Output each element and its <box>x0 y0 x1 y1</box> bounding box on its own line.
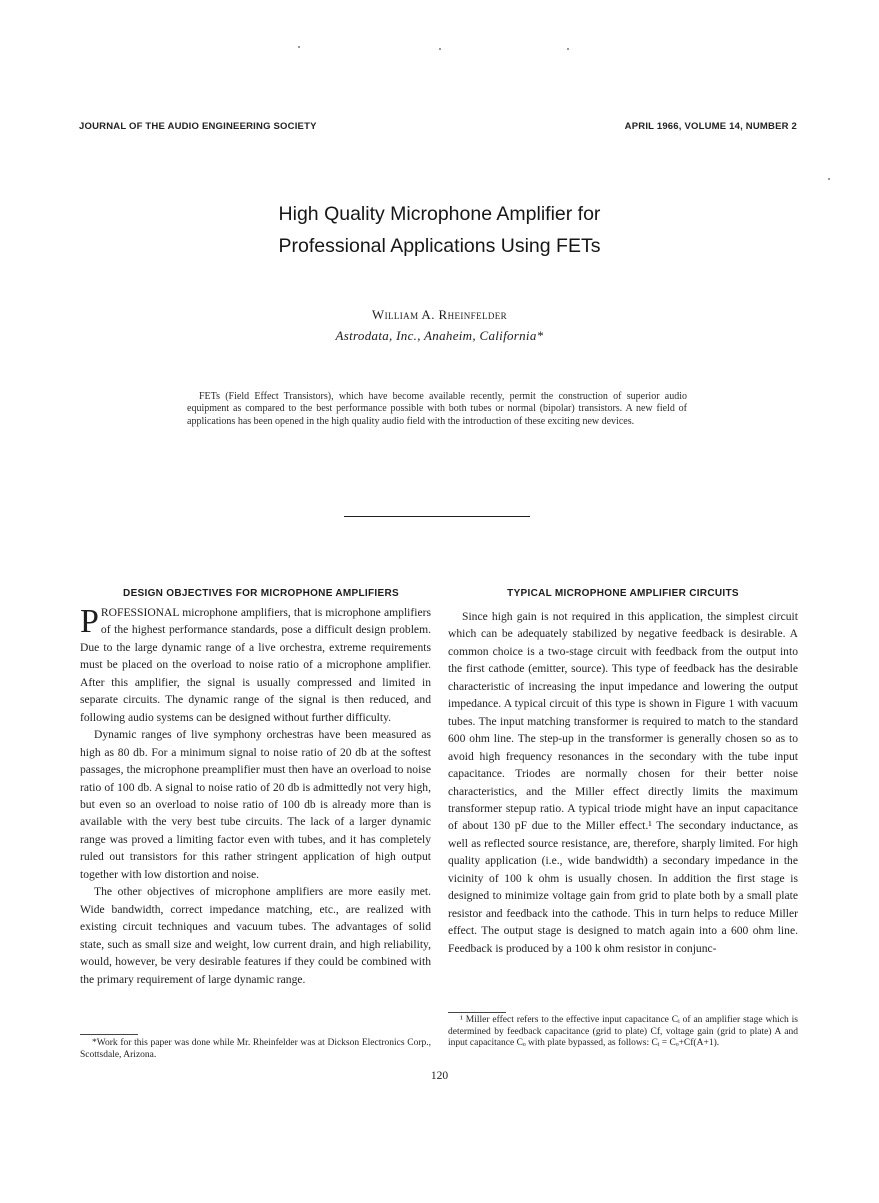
scan-speck <box>439 48 441 50</box>
scan-speck <box>298 46 300 48</box>
footnote-rule <box>80 1034 138 1035</box>
right-footnote-text: ¹ Miller effect refers to the effective input capacitance Cᵢ of an amplifier stage which is determined by feedback capacitance (grid to plate) Cf, voltage gain (grid to plate) A and input capacitance Cₒ with plate bypassed, as follows: Cᵢ = Cₒ+Cf(A+1). <box>448 1015 798 1048</box>
abstract: FETs (Field Effect Transistors), which have become available recently, permit the construction of superior audio equipment as compared to the best performance possible with both tubes or normal (bipolar) transistors. A new field of applications has been opened in the high quality audio field with the introduction of these exciting new devices. <box>187 391 687 427</box>
paper-title-line-1: High Quality Microphone Amplifier for <box>278 203 601 225</box>
left-section-heading: DESIGN OBJECTIVES FOR MICROPHONE AMPLIFIERS <box>123 588 399 599</box>
paper-title-line-2: Professional Applications Using FETs <box>278 235 601 257</box>
left-paragraph-1-text: ROFESSIONAL microphone amplifiers, that is microphone amplifiers of the highest performance standards, pose a difficult design problem. Due to the large dynamic range of a live orchestra, extreme requirements must be placed on the overload to noise ratio of a microphone amplifier. After this amplifier, the signal is usually compressed and limited in separate circuits. The dynamic range of the signal is then reduced, and following audio systems can be designed without further difficulty. <box>80 606 431 724</box>
scan-speck <box>567 48 569 50</box>
page-number: 120 <box>430 1070 449 1082</box>
author-affiliation: Astrodata, Inc., Anaheim, California* <box>335 328 544 343</box>
right-column-body <box>448 608 798 957</box>
right-section-heading: TYPICAL MICROPHONE AMPLIFIER CIRCUITS <box>507 588 739 599</box>
right-footnote <box>448 1015 798 1050</box>
left-paragraph-2: Dynamic ranges of live symphony orchestras have been measured as high as 80 db. For a minimum signal to noise ratio of 20 db at the softest passages, the microphone preamplifier must then have an overload to noise ratio of 100 db. A signal to noise ratio of 20 db is admittedly not very high, but even so an overload to noise ratio of 100 db is already more than is available with the very best tube circuits. The lack of a larger dynamic range was proved a limiting factor even with tubes, and it has completely ruled out transistors for this rather stringent application of high output together with low distortion and noise. <box>80 728 431 881</box>
author-name: William A. Rheinfelder <box>371 307 508 322</box>
left-footnote <box>80 1038 431 1061</box>
left-paragraph-3: The other objectives of microphone amplifiers are more easily met. Wide bandwidth, correct impedance matching, etc., are realized with existing circuit techniques and vacuum tubes. The advantages of solid state, such as small size and weight, low current drain, and high reliability, would, however, be very desirable features if they could be combined with the primary requirement of large dynamic range. <box>80 885 431 986</box>
left-paragraph-1 <box>80 604 431 726</box>
section-divider <box>344 516 530 517</box>
journal-name: JOURNAL OF THE AUDIO ENGINEERING SOCIETY <box>79 121 317 132</box>
footnote-rule <box>448 1012 506 1013</box>
left-footnote-text: *Work for this paper was done while Mr. Rheinfelder was at Dickson Electronics Corp., Scottsdale, Arizona. <box>80 1038 431 1060</box>
scan-speck <box>828 178 830 180</box>
right-paragraph-1: Since high gain is not required in this application, the simplest circuit which can be adequately stabilized by negative feedback is desirable. A common choice is a two-stage circuit with feedback from the output into the first cathode (emitter, source). This type of feedback has the desirable characteristic of increasing the input impedance and lowering the output impedance. A typical circuit of this type is shown in Figure 1 with vacuum tubes. The input matching transformer is required to match to the standard 600 ohm line. The step-up in the transformer is generally chosen so as to avoid high frequency resonances in the secondary with the tube input capacitance. Triodes are normally chosen for their better noise characteristics, and the Miller effect directly limits the maximum transformer stepup ratio. A typical triode might have an input capacitance of about 130 pF due to the Miller effect.¹ The secondary inductance, as well as reflected source resistance, are, therefore, sharply limited. For high quality application (i.e., wide bandwidth) a secondary impedance in the vicinity of 100 k ohm is usually chosen. In addition the first stage is designed to minimize voltage gain from grid to plate both by a small plate resistor and feedback into the cathode. This in turn helps to reduce Miller effect. The output stage is designed to match again into a 600 ohm line. Feedback is produced by a 100 k ohm resistor in conjunc- <box>448 610 798 955</box>
issue-info: APRIL 1966, VOLUME 14, NUMBER 2 <box>624 121 797 132</box>
left-column-body <box>80 604 431 988</box>
drop-cap: P <box>80 603 99 640</box>
